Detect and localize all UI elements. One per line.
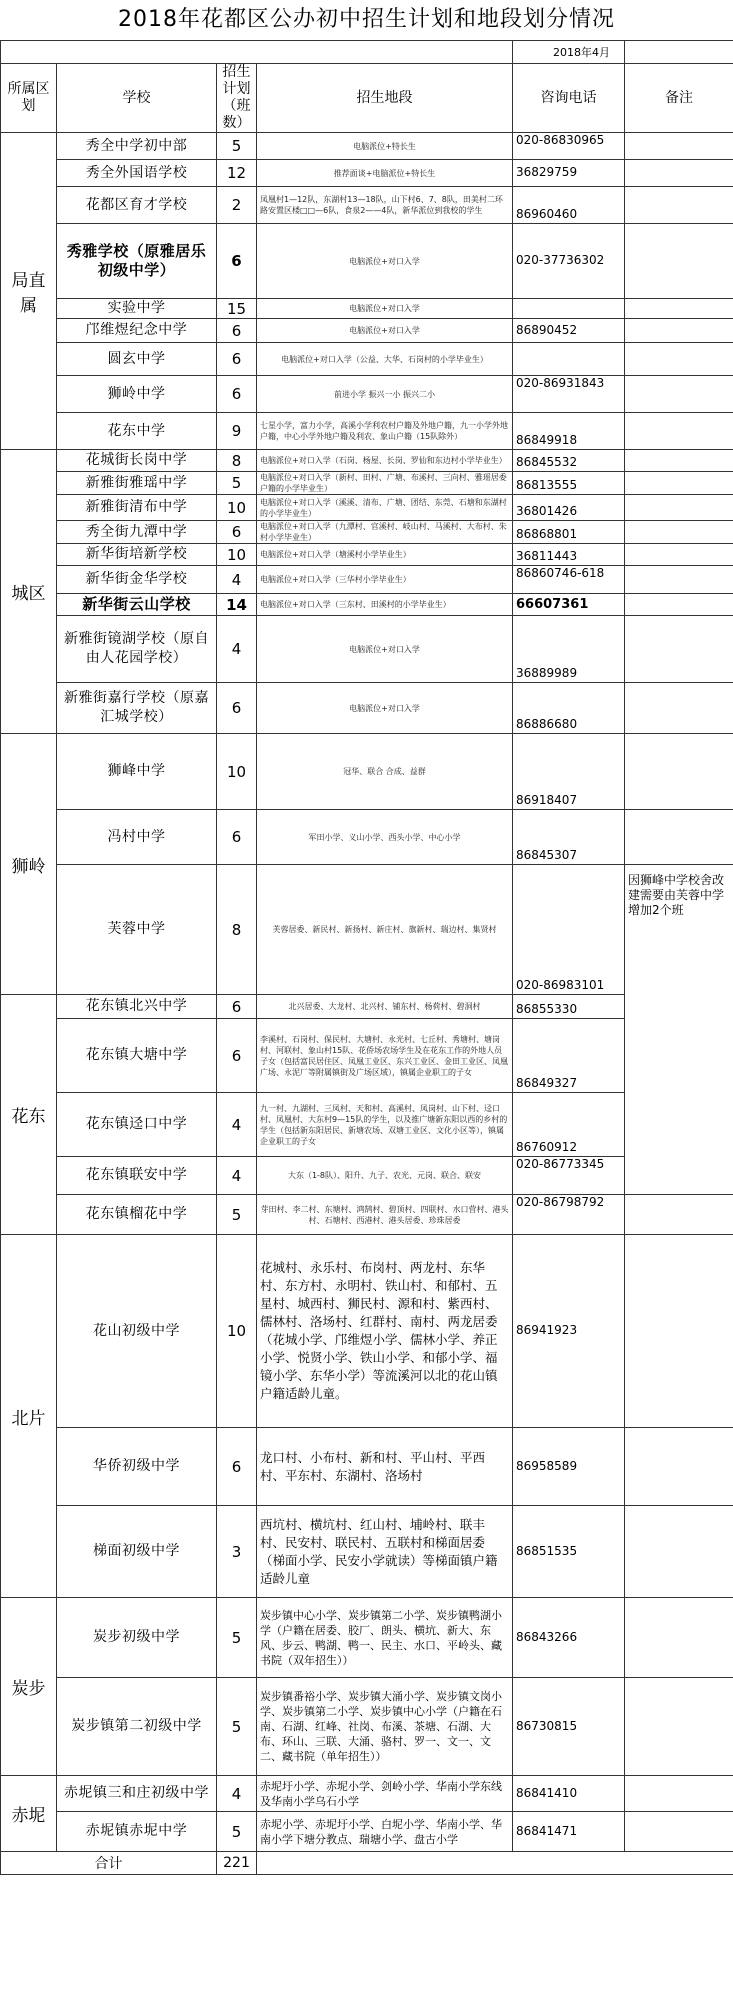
contact-phone: 66607361	[513, 594, 625, 616]
remark	[625, 683, 733, 734]
table-row	[1, 1428, 733, 1506]
contact-phone: 86845307	[513, 810, 625, 865]
class-count: 8	[217, 450, 257, 472]
contact-phone: 86958589	[513, 1428, 625, 1506]
school-name: 花东镇榴花中学	[57, 1195, 217, 1235]
class-count: 5	[217, 133, 257, 160]
enrollment-area: 电脑派位+对口入学	[257, 683, 513, 734]
class-count: 6	[217, 1428, 257, 1506]
contact-phone: 36811443	[513, 544, 625, 566]
table-row	[1, 376, 733, 413]
enrollment-area: 电脑派位+对口入学（三东村、田溪村的小学毕业生）	[257, 594, 513, 616]
contact-phone: 020-37736302	[513, 224, 625, 299]
contact-phone	[513, 299, 625, 319]
school-name: 华侨初级中学	[57, 1428, 217, 1506]
table-row	[1, 1598, 733, 1678]
contact-phone: 86841471	[513, 1812, 625, 1852]
contact-phone: 020-86798792	[513, 1195, 625, 1235]
table-row	[1, 521, 733, 544]
header-district: 所属区划	[1, 64, 57, 133]
enrollment-area: 芽田村、李二村、东塘村、鸿鹄村、碧顶村、四联村、水口营村、港头村、石塘村、西港村、港头居委、珍珠居委	[257, 1195, 513, 1235]
class-count: 4	[217, 566, 257, 594]
page-title: 2018年花都区公办初中招生计划和地段划分情况	[118, 7, 615, 32]
contact-phone: 020-86983101	[513, 865, 625, 995]
contact-phone: 86860746-618	[513, 566, 625, 594]
contact-phone: 86843266	[513, 1598, 625, 1678]
school-name: 花都区育才学校	[57, 187, 217, 224]
table-row	[1, 133, 733, 160]
table-row	[1, 1235, 733, 1428]
class-count: 15	[217, 299, 257, 319]
remark	[625, 1776, 733, 1812]
class-count: 6	[217, 319, 257, 343]
remark	[625, 1678, 733, 1776]
table-row	[1, 1093, 733, 1157]
school-name: 炭步镇第二初级中学	[57, 1678, 217, 1776]
contact-phone: 86868801	[513, 521, 625, 544]
district-cell: 花东	[1, 995, 57, 1235]
remark	[625, 594, 733, 616]
enrollment-area: 炭步镇中心小学、炭步镇第二小学、炭步镇鸭湖小学（户籍在居委、胶厂、朗头、横坑、新大、东风、步云、鸭湖、鸭一、民主、水口、平岭头、藏书院（双年招生））	[257, 1598, 513, 1678]
date-row	[1, 41, 733, 64]
table-row	[1, 224, 733, 299]
table-row	[1, 160, 733, 187]
contact-phone: 36829759	[513, 160, 625, 187]
remark	[625, 376, 733, 413]
enrollment-area: 电脑派位+对口入学（石岗、杨屋、长岗、罗仙和东边村小学毕业生）	[257, 450, 513, 472]
contact-phone: 86941923	[513, 1235, 625, 1428]
school-name: 赤坭镇赤坭中学	[57, 1812, 217, 1852]
remark	[625, 299, 733, 319]
remark: 因狮峰中学校舍改建需要由芙蓉中学增加2个班	[625, 865, 733, 1195]
school-name: 新华街金华学校	[57, 566, 217, 594]
enrollment-area: 西坑村、横坑村、红山村、埔岭村、联丰村、民安村、联民村、五联村和梯面居委（梯面小学、民安小学就读）等梯面镇户籍适龄儿童	[257, 1506, 513, 1598]
remark	[625, 1506, 733, 1598]
table-row	[1, 995, 733, 1019]
class-count: 8	[217, 865, 257, 995]
enrollment-area: 七星小学，富力小学，高溪小学利农村户籍及外地户籍，九一小学外地户籍，中心小学外地户籍及利农、象山户籍（15队除外）	[257, 413, 513, 450]
contact-phone: 86851535	[513, 1506, 625, 1598]
table-row	[1, 413, 733, 450]
school-name: 秀全街九潭中学	[57, 521, 217, 544]
table-row	[1, 544, 733, 566]
class-count: 4	[217, 1157, 257, 1195]
class-count: 4	[217, 1093, 257, 1157]
class-count: 6	[217, 521, 257, 544]
header-school: 学校	[57, 64, 217, 133]
enrollment-area: 电脑派位+对口入学	[257, 319, 513, 343]
enrollment-area: 北兴居委、大龙村、北兴村、铺东村、杨荷村、碧洞村	[257, 995, 513, 1019]
remark	[625, 495, 733, 521]
enrollment-area: 李溪村、石岗村、保民村、大塘村、永光村、七丘村、秀塘村、塘岗村、河联村、象山村15队、花侨场农场学生及在花东工作的外地人员子女（包括富民居住区、凤凰工业区、东兴工业区、金田工业区、凤凰广场、永泥厂等附属镇街及广场区域），镇属企业职工的子女	[257, 1019, 513, 1093]
school-name: 炭步初级中学	[57, 1598, 217, 1678]
contact-phone: 86890452	[513, 319, 625, 343]
enrollment-area: 电脑派位+对口入学（新村、田村、广塘、布溪村、三向村、雅瑶居委户籍的小学毕业生）	[257, 472, 513, 495]
school-name: 狮岭中学	[57, 376, 217, 413]
table-row	[1, 1776, 733, 1812]
school-name: 花山初级中学	[57, 1235, 217, 1428]
table-row	[1, 187, 733, 224]
table-row	[1, 1157, 733, 1195]
enrollment-area: 炭步镇番裕小学、炭步镇大涌小学、炭步镇文岗小学、炭步镇第二小学、炭步镇中心小学（户籍在石南、石湖、红峰、社岗、布溪、茶塘、石湖、大布、环山、三联、大涌、骆村、罗一、文一、文二、藏书院（单年招生））	[257, 1678, 513, 1776]
total-empty	[257, 1852, 733, 1875]
enrollment-area: 冠华、联合 合成、益群	[257, 734, 513, 810]
table-row	[1, 495, 733, 521]
enrollment-area: 前进小学 振兴一小 振兴二小	[257, 376, 513, 413]
class-count: 3	[217, 1506, 257, 1598]
table-row	[1, 683, 733, 734]
remark	[625, 566, 733, 594]
remark	[625, 133, 733, 160]
remark	[625, 450, 733, 472]
enrollment-area: 电脑派位+对口入学	[257, 299, 513, 319]
total-label: 合计	[1, 1852, 217, 1875]
district-cell: 炭步	[1, 1598, 57, 1776]
school-name: 新华街培新学校	[57, 544, 217, 566]
table-row	[1, 343, 733, 376]
district-cell: 狮岭	[1, 734, 57, 995]
school-name: 花东镇联安中学	[57, 1157, 217, 1195]
remark	[625, 319, 733, 343]
remark	[625, 1812, 733, 1852]
district-cell: 北片	[1, 1235, 57, 1598]
contact-phone: 86730815	[513, 1678, 625, 1776]
header-note: 备注	[625, 64, 733, 133]
contact-phone: 36889989	[513, 616, 625, 683]
table-row	[1, 299, 733, 319]
contact-phone: 86855330	[513, 995, 625, 1019]
table-row	[1, 1678, 733, 1776]
remark	[625, 734, 733, 810]
school-name: 新雅街雅瑶中学	[57, 472, 217, 495]
enrollment-area: 推荐面谈+电脑派位+特长生	[257, 160, 513, 187]
class-count: 14	[217, 594, 257, 616]
class-count: 4	[217, 616, 257, 683]
enrollment-area: 大东（1-8队）、阳升、九子、农光、元岗、联合、联安	[257, 1157, 513, 1195]
district-cell: 局直属	[1, 133, 57, 450]
table-row	[1, 319, 733, 343]
class-count: 6	[217, 810, 257, 865]
table-row	[1, 734, 733, 810]
school-name: 芙蓉中学	[57, 865, 217, 995]
contact-phone: 86960460	[513, 187, 625, 224]
table-row	[1, 1812, 733, 1852]
header-row	[1, 64, 733, 133]
enrollment-table	[0, 40, 733, 1875]
table-row	[1, 1195, 733, 1235]
enrollment-area: 电脑派位+特长生	[257, 133, 513, 160]
class-count: 10	[217, 495, 257, 521]
contact-phone: 36801426	[513, 495, 625, 521]
enrollment-area: 九一村、九湖村、三凤村、天和村、高溪村、凤岗村、山下村、迳口村、凤凰村、大东村9—15队的学生，以及推广塘新东阳以西的乡村的学生（包括新东阳居民、新塘农场、双塘工业区、文化小区等），镇属企业职工的子女	[257, 1093, 513, 1157]
school-name: 梯面初级中学	[57, 1506, 217, 1598]
school-name: 新华街云山学校	[57, 594, 217, 616]
enrollment-area: 凤凰村1—12队，东湖村13—18队，山下村6、7、8队，田美村二环路安置区楼□□—6队，食泉2——4队，新华派位到我校的学生	[257, 187, 513, 224]
school-name: 赤坭镇三和庄初级中学	[57, 1776, 217, 1812]
contact-phone: 86813555	[513, 472, 625, 495]
remark	[625, 616, 733, 683]
class-count: 6	[217, 1019, 257, 1093]
school-name: 花东镇北兴中学	[57, 995, 217, 1019]
class-count: 6	[217, 343, 257, 376]
header-phone: 咨询电话	[513, 64, 625, 133]
remark	[625, 187, 733, 224]
contact-phone: 020-86773345	[513, 1157, 625, 1195]
remark	[625, 810, 733, 865]
contact-phone: 86849327	[513, 1019, 625, 1093]
enrollment-area: 电脑派位+对口入学（九潭村、官溪村、岐山村、马溪村、大布村、朱村小学毕业生）	[257, 521, 513, 544]
enrollment-area: 电脑派位+对口入学（溪溪、清布、广塘、团结、东莞、石塘和东湖村的小学毕业生）	[257, 495, 513, 521]
class-count: 5	[217, 1678, 257, 1776]
contact-phone: 86918407	[513, 734, 625, 810]
header-count: 招生计划（班数）	[217, 64, 257, 133]
table-row	[1, 810, 733, 865]
contact-phone: 86845532	[513, 450, 625, 472]
school-name: 秀雅学校（原雅居乐初级中学）	[57, 224, 217, 299]
school-name: 花东中学	[57, 413, 217, 450]
class-count: 6	[217, 376, 257, 413]
school-name: 新雅街嘉行学校（原嘉汇城学校）	[57, 683, 217, 734]
remark	[625, 1235, 733, 1428]
remark	[625, 544, 733, 566]
remark	[625, 1598, 733, 1678]
table-row	[1, 865, 733, 995]
enrollment-area: 电脑派位+对口入学	[257, 616, 513, 683]
school-name: 秀全外国语学校	[57, 160, 217, 187]
remark	[625, 521, 733, 544]
class-count: 2	[217, 187, 257, 224]
class-count: 4	[217, 1776, 257, 1812]
remark	[625, 1428, 733, 1506]
total-value: 221	[217, 1852, 257, 1875]
school-name: 花城街长岗中学	[57, 450, 217, 472]
enrollment-area: 赤坭小学、赤坭圩小学、白坭小学、华南小学、华南小学下塘分教点、瑞塘小学、盘古小学	[257, 1812, 513, 1852]
remark	[625, 224, 733, 299]
enrollment-area: 电脑派位+对口入学（塘溪村小学毕业生）	[257, 544, 513, 566]
enrollment-area: 赤坭圩小学、赤坭小学、剑岭小学、华南小学东线及华南小学乌石小学	[257, 1776, 513, 1812]
table-row	[1, 616, 733, 683]
school-name: 花东镇大塘中学	[57, 1019, 217, 1093]
school-name: 冯村中学	[57, 810, 217, 865]
table-row	[1, 1506, 733, 1598]
enrollment-area: 龙口村、小布村、新和村、平山村、平西村、平东村、东湖村、洛场村	[257, 1428, 513, 1506]
contact-phone: 86841410	[513, 1776, 625, 1812]
school-name: 新雅街镜湖学校（原自由人花园学校）	[57, 616, 217, 683]
total-row	[1, 1852, 733, 1875]
school-name: 狮峰中学	[57, 734, 217, 810]
contact-phone: 020-86830965	[513, 133, 625, 160]
class-count: 5	[217, 1812, 257, 1852]
contact-phone: 86886680	[513, 683, 625, 734]
class-count: 5	[217, 1195, 257, 1235]
enrollment-area: 电脑派位+对口入学（公益、大华、石岗村的小学毕业生）	[257, 343, 513, 376]
class-count: 6	[217, 224, 257, 299]
enrollment-area: 芙蓉居委、新民村、新扬村、新庄村、旗新村、瑞边村、集贤村	[257, 865, 513, 995]
class-count: 5	[217, 1598, 257, 1678]
school-name: 秀全中学初中部	[57, 133, 217, 160]
contact-phone: 020-86931843	[513, 376, 625, 413]
table-row	[1, 594, 733, 616]
table-row	[1, 1019, 733, 1093]
school-name: 实验中学	[57, 299, 217, 319]
district-cell: 赤坭	[1, 1776, 57, 1852]
contact-phone: 86849918	[513, 413, 625, 450]
enrollment-area: 电脑派位+对口入学	[257, 224, 513, 299]
report-date: 2018年4月	[513, 41, 625, 64]
header-area: 招生地段	[257, 64, 513, 133]
class-count: 5	[217, 472, 257, 495]
class-count: 10	[217, 544, 257, 566]
class-count: 10	[217, 1235, 257, 1428]
table-row	[1, 566, 733, 594]
table-row	[1, 472, 733, 495]
district-cell: 城区	[1, 450, 57, 734]
enrollment-area: 军田小学、义山小学、西头小学、中心小学	[257, 810, 513, 865]
remark	[625, 472, 733, 495]
enrollment-area: 花城村、永乐村、布岗村、两龙村、东华村、东方村、永明村、铁山村、和郁村、五星村、城西村、狮民村、源和村、紫西村、儒林村、洛场村、红群村、南村、两龙居委（花城小学、邝维煜小学、儒林小学、养正小学、悦贤小学、铁山小学、和郁小学、福镜小学、东华小学）等流溪河以北的花山镇户籍适龄儿童。	[257, 1235, 513, 1428]
class-count: 9	[217, 413, 257, 450]
remark	[625, 343, 733, 376]
school-name: 圆玄中学	[57, 343, 217, 376]
class-count: 12	[217, 160, 257, 187]
contact-phone	[513, 343, 625, 376]
remark	[625, 160, 733, 187]
table-row	[1, 450, 733, 472]
school-name: 邝维煜纪念中学	[57, 319, 217, 343]
remark	[625, 413, 733, 450]
enrollment-area: 电脑派位+对口入学（三华村小学毕业生）	[257, 566, 513, 594]
school-name: 新雅街清布中学	[57, 495, 217, 521]
class-count: 6	[217, 995, 257, 1019]
class-count: 10	[217, 734, 257, 810]
school-name: 花东镇迳口中学	[57, 1093, 217, 1157]
class-count: 6	[217, 683, 257, 734]
contact-phone: 86760912	[513, 1093, 625, 1157]
